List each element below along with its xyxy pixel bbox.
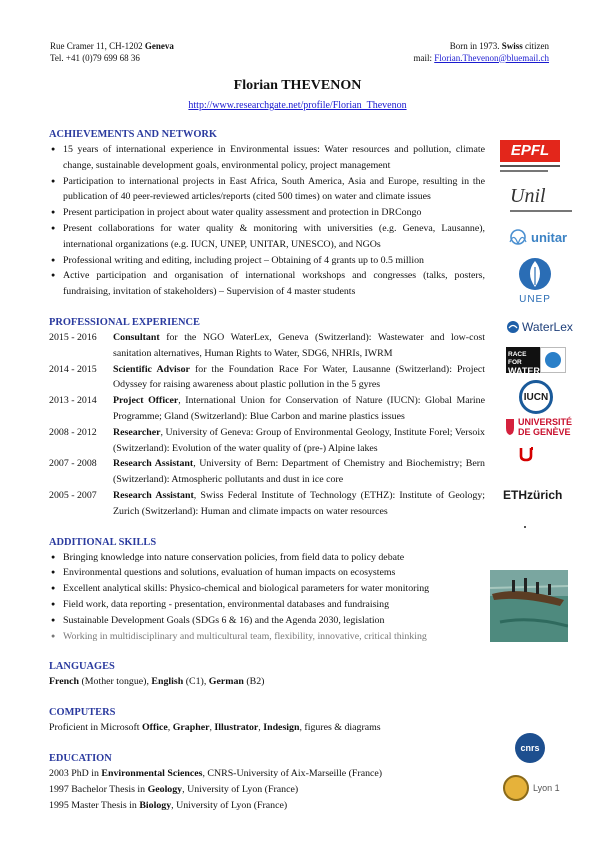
race-for-water-circle-icon (545, 352, 561, 368)
education-entry (49, 798, 485, 814)
list-item: ● Present participation in project about water quality assessment and protection in DRCongo (49, 205, 485, 221)
language-name: French (49, 676, 79, 688)
fieldwork-photo (490, 526, 568, 642)
list-item: ● Excellent analytical skills: Physico-chemical and biological parameters for water monitoring (49, 581, 485, 597)
section-title-achievements: ACHIEVEMENTS AND NETWORK (49, 129, 218, 140)
epfl-logo (500, 140, 560, 172)
experience-years: 2013 - 2014 (49, 395, 97, 407)
fieldwork-photo-image (490, 526, 568, 642)
list-item: ● Field work, data reporting - presentation, environmental databases and fundraising (49, 597, 485, 613)
experience-text: , University of Bern: Department of Chemistry and Biochemistry; Bern (Switzerland): Atmospheric pollutants and dust in ice core (113, 458, 485, 486)
language-level: (B2) (243, 676, 265, 688)
experience-role: Research Assistant (113, 458, 194, 470)
address-city: Geneva (144, 41, 174, 51)
header-personal (413, 41, 549, 64)
cnrs-logo-text: cnrs (515, 733, 545, 763)
experience-entry (49, 456, 485, 488)
experience-entry (49, 425, 485, 457)
born: Born in 1973. (449, 41, 502, 51)
skills-list (49, 550, 485, 645)
language-name: German (208, 676, 244, 688)
separator: , (167, 722, 173, 734)
education-institution: , CNRS-University of Aix-Marseille (France) (202, 767, 383, 779)
list-item: ● Present collaborations for water quality & monitoring with universities (e.g. Geneva, Lausanne), international organizations (e.g. IUCN, UNEP, UNITAR, UNESCO), and NGOs (49, 221, 485, 253)
list-item: ● Working in multidisciplinary and multicultural team, flexibility, innovative, critical thinking (49, 629, 485, 645)
education-field: Biology (139, 799, 172, 811)
education-list (49, 766, 485, 813)
epfl-logo-text: EPFL (500, 140, 560, 162)
language-level: (C1), (183, 676, 209, 688)
header-contact (50, 41, 174, 64)
experience-list (49, 330, 485, 520)
languages-line (49, 674, 485, 690)
email-link[interactable]: Florian.Thevenon@bluemail.ch (434, 52, 549, 63)
experience-years: 2005 - 2007 (49, 489, 97, 501)
list-item: ● Sustainable Development Goals (SDGs 6 & 16) and the Agenda 2030, legislation (49, 613, 485, 629)
software-name: Indesign (263, 722, 300, 734)
language-level: (Mother tongue), (79, 676, 152, 688)
epfl-subtext-line (500, 165, 560, 167)
cv-body (49, 128, 485, 813)
achievements-list (49, 142, 485, 300)
waterlex-logo (506, 320, 573, 334)
section-title-education: EDUCATION (49, 752, 112, 764)
unige-logo-text: UNIVERSITÉ (518, 417, 573, 427)
list-item: ● Active participation and organisation of international workshops and congresses (talks, posters, fundraising, invitation of stakeholders) – Supervision of 4 master students (49, 268, 485, 300)
unil-logo-text: Unil (510, 185, 546, 207)
section-title-computers: COMPUTERS (49, 707, 116, 719)
experience-entry (49, 393, 485, 425)
lyon-logo-text: Lyon 1 (533, 783, 560, 793)
eth-logo: ETHzürich (503, 488, 563, 502)
software-name: Office (141, 722, 168, 734)
experience-entry (49, 488, 485, 520)
section-title-experience: PROFESSIONAL EXPERIENCE (49, 316, 200, 328)
lyon-emblem-icon (503, 775, 529, 801)
software-name: Grapher (172, 722, 210, 734)
waterlex-logo-text: WaterLex (522, 320, 573, 334)
unige-logo (505, 417, 572, 437)
experience-years: 2015 - 2016 (49, 331, 97, 343)
experience-entry (49, 362, 485, 394)
born-suffix: citizen (522, 41, 549, 51)
race-for-water-text: WATER (508, 366, 540, 376)
nationality: Swiss (501, 41, 523, 51)
education-entry (49, 766, 485, 782)
experience-text: , Swiss Federal Institute of Technology (ETHZ): Institute of Geology; Zurich (Switzerland): Human and climate impacts on water resources (113, 489, 485, 517)
education-institution: , University of Lyon (France) (182, 783, 299, 795)
race-for-water-emblem (540, 347, 566, 373)
list-item: ● Bringing knowledge into nature conservation policies, from field data to policy debate (49, 550, 485, 566)
experience-text: , International Union for Conservation of Nature (IUCN): Global Marine Programme; Gland (Switzerland): Blue Carbon and marine plastics issues (113, 395, 485, 422)
experience-text: for the Foundation Race For Water, Lausanne (Switzerland): Project Odyssey for raising awareness about plastic pollution in the 5 gyres (113, 363, 485, 391)
education-field: Geology (147, 783, 183, 795)
profile-link-line (0, 100, 595, 111)
list-item: ● Professional writing and editing, including project – Obtaining of 4 grants up to 0.5 million (49, 253, 485, 269)
separator: , (258, 722, 264, 734)
education-entry (49, 782, 485, 798)
telephone: Tel. +41 (0)79 699 68 36 (50, 52, 140, 63)
waterlex-drop-icon (506, 320, 520, 334)
mail-label: mail: (413, 52, 435, 63)
list-item: ● Participation to international projects in East Africa, South America, Asia and Europe, resulting in the publication of 40 peer-reviewed articles/reports (cited 500 times) on water and climate issues (49, 174, 485, 206)
unige-logo-text-block (518, 417, 572, 437)
unitar-logo (508, 228, 567, 246)
experience-role: Researcher (113, 426, 161, 438)
section-title-skills: ADDITIONAL SKILLS (49, 536, 157, 548)
computers-prefix: Proficient in Microsoft (49, 722, 142, 734)
unep-emblem-icon (515, 255, 555, 293)
education-prefix: 1997 Bachelor Thesis in (49, 783, 148, 795)
iucn-logo (516, 380, 556, 414)
section-title-languages: LANGUAGES (49, 661, 115, 673)
experience-years: 2008 - 2012 (49, 426, 97, 438)
unige-shield-icon (505, 418, 515, 436)
experience-years: 2014 - 2015 (49, 363, 97, 375)
unep-logo (515, 255, 555, 305)
unige-logo-text: DE GENÈVE (518, 427, 571, 437)
unil-logo (510, 185, 572, 212)
lyon-logo (503, 775, 560, 801)
experience-entry (49, 330, 485, 362)
researchgate-link[interactable]: http://www.researchgate.net/profile/Florian_Thevenon (188, 100, 407, 111)
race-for-water-text: RACE FOR (508, 351, 527, 366)
experience-years: 2007 - 2008 (49, 458, 97, 470)
list-item: ● 15 years of international experience in Environmental issues: Water resources and pollution, climate change, sustainable development goals, environmental policy, project management (49, 142, 485, 174)
unil-subtext-line (510, 210, 572, 212)
education-prefix: 2003 PhD in (49, 767, 102, 779)
software-name: Illustrator (214, 722, 259, 734)
bern-logo (518, 446, 534, 462)
un-emblem-icon (508, 228, 528, 246)
language-name: English (151, 676, 184, 688)
list-item: ● Environmental questions and solutions, evaluation of human impacts on ecosystems (49, 565, 485, 581)
experience-role: Scientific Advisor (113, 363, 190, 375)
experience-role: Research Assistant (113, 489, 194, 501)
race-for-water-logo (506, 347, 566, 376)
computers-line (49, 720, 485, 736)
person-name: Florian THEVENON (233, 78, 362, 93)
iucn-logo-text: IUCN (519, 380, 553, 414)
education-prefix: 1995 Master Thesis in (49, 799, 140, 811)
experience-role: Project Officer (113, 395, 179, 407)
address: Rue Cramer 11, CH-1202 (50, 41, 145, 51)
unitar-logo-text: unitar (531, 229, 568, 245)
computers-suffix: , figures & diagrams (299, 722, 381, 734)
separator: , (209, 722, 215, 734)
cnrs-logo (515, 733, 545, 763)
education-institution: , University of Lyon (France) (171, 799, 288, 811)
experience-text: , University of Geneva: Group of Environmental Geology, Institute Forel; Versoix (Switzerland): Evolution of the water quality of (pre-) Alpine lakes (113, 426, 485, 454)
education-field: Environmental Sciences (101, 767, 203, 779)
bern-u-icon (518, 446, 534, 462)
experience-text: for the NGO WaterLex, Geneva (Switzerland): Wastewater and low-cost sanitation alternatives, Human Rights to Water, SDG6, NHRIs, IWRM (113, 331, 485, 359)
epfl-subtext-line (500, 170, 548, 172)
race-for-water-text-block (506, 347, 540, 376)
unep-logo-text: UNEP (519, 294, 551, 305)
experience-role: Consultant (113, 331, 160, 343)
